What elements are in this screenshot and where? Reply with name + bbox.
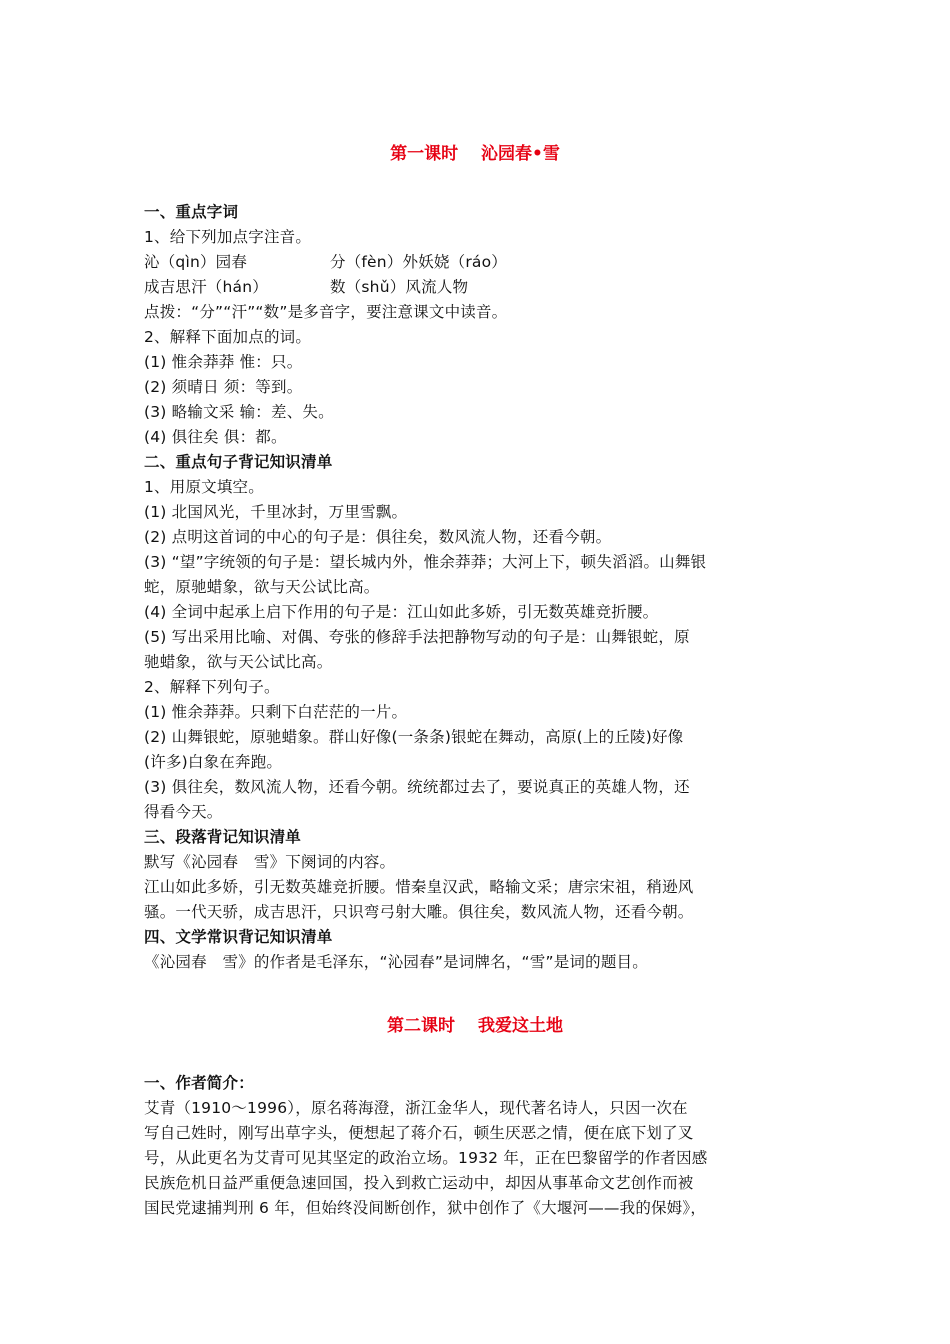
- bio-line: 艾青（1910～1996），原名蒋海澄，浙江金华人，现代著名诗人，只因一次在: [144, 1099, 688, 1117]
- section-heading-paragraph: 三、段落背记知识清单: [144, 828, 302, 846]
- fill-in-line: 蛇，原驰蜡象，欲与天公试比高。: [144, 578, 380, 596]
- word-explanation: (1) 惟余莽莽 惟：只。: [144, 353, 303, 371]
- sentence-explanation: (3) 俱往矣，数风流人物，还看今朝。统统都过去了，要说真正的英雄人物，还: [144, 778, 690, 796]
- section-heading-author: 一、作者简介：: [144, 1074, 254, 1092]
- lesson1-content: [144, 200, 804, 975]
- word-explanation: (3) 略输文采 输：差、失。: [144, 403, 334, 421]
- lesson2-content: [144, 1071, 804, 1221]
- pinyin-row: [144, 250, 804, 275]
- section-heading-key-sentences: 二、重点句子背记知识清单: [144, 453, 333, 471]
- question-fill-in: 1、用原文填空。: [144, 478, 264, 496]
- sentence-explanation: (2) 山舞银蛇，原驰蜡象。群山好像(一条条)银蛇在舞动，高原(上的丘陵)好像: [144, 728, 684, 746]
- recite-line: 默写《沁园春 雪》下阕词的内容。: [144, 853, 396, 871]
- literature-line: 《沁园春 雪》的作者是毛泽东，“沁园春”是词牌名，“雪”是词的题目。: [144, 953, 648, 971]
- question-explain-words: 2、解释下面加点的词。: [144, 328, 312, 346]
- recite-line: 骚。一代天骄，成吉思汗，只识弯弓射大雕。俱往矣，数风流人物，还看今朝。: [144, 903, 694, 921]
- fill-in-line: (3) “望”字统领的句子是：望长城内外，惟余莽莽；大河上下，顿失滔滔。山舞银: [144, 553, 707, 571]
- pinyin-item: 成吉思汗（hán）: [144, 278, 268, 296]
- bio-line: 号，从此更名为艾青可见其坚定的政治立场。1932 年，正在巴黎留学的作者因感: [144, 1149, 708, 1167]
- word-explanation: (2) 须晴日 须：等到。: [144, 378, 303, 396]
- lesson2-title: 第二课时 我爱这土地: [387, 1016, 563, 1036]
- pinyin-row: [144, 275, 804, 300]
- section-heading-literature: 四、文学常识背记知识清单: [144, 928, 333, 946]
- sentence-explanation: (1) 惟余莽莽。只剩下白茫茫的一片。: [144, 703, 408, 721]
- fill-in-line: 驰蜡象，欲与天公试比高。: [144, 653, 333, 671]
- fill-in-line: (5) 写出采用比喻、对偶、夸张的修辞手法把静物写动的句子是：山舞银蛇，原: [144, 628, 690, 646]
- lesson1-title: 第一课时 沁园春•雪: [390, 144, 560, 164]
- section-heading-key-words: 一、重点字词: [144, 203, 239, 221]
- question-pinyin: 1、给下列加点字注音。: [144, 228, 312, 246]
- sentence-explanation: (许多)白象在奔跑。: [144, 753, 283, 771]
- bio-line: 国民党逮捕判刑 6 年，但始终没间断创作，狱中创作了《大堰河——我的保姆》，: [144, 1199, 707, 1217]
- sentence-explanation: 得看今天。: [144, 803, 223, 821]
- fill-in-line: (1) 北国风光，千里冰封，万里雪飘。: [144, 503, 408, 521]
- fill-in-line: (4) 全词中起承上启下作用的句子是：江山如此多娇，引无数英雄竞折腰。: [144, 603, 659, 621]
- bio-line: 写自己姓时，刚写出草字头，便想起了蒋介石，顿生厌恶之情，便在底下划了叉: [144, 1124, 694, 1142]
- pinyin-item: 分（fèn）外妖娆（ráo）: [330, 253, 507, 271]
- question-explain-sentences: 2、解释下列句子。: [144, 678, 280, 696]
- pinyin-item: 数（shǔ）风流人物: [330, 278, 469, 296]
- tip-text: 点拨：“分”“汗”“数”是多音字，要注意课文中读音。: [144, 303, 508, 321]
- fill-in-line: (2) 点明这首词的中心的句子是：俱往矣，数风流人物，还看今朝。: [144, 528, 612, 546]
- word-explanation: (4) 俱往矣 俱：都。: [144, 428, 287, 446]
- pinyin-item: 沁（qìn）园春: [144, 253, 248, 271]
- bio-line: 民族危机日益严重便急速回国，投入到救亡运动中，却因从事革命文艺创作而被: [144, 1174, 694, 1192]
- recite-line: 江山如此多娇，引无数英雄竞折腰。惜秦皇汉武，略输文采；唐宗宋祖，稍逊风: [144, 878, 694, 896]
